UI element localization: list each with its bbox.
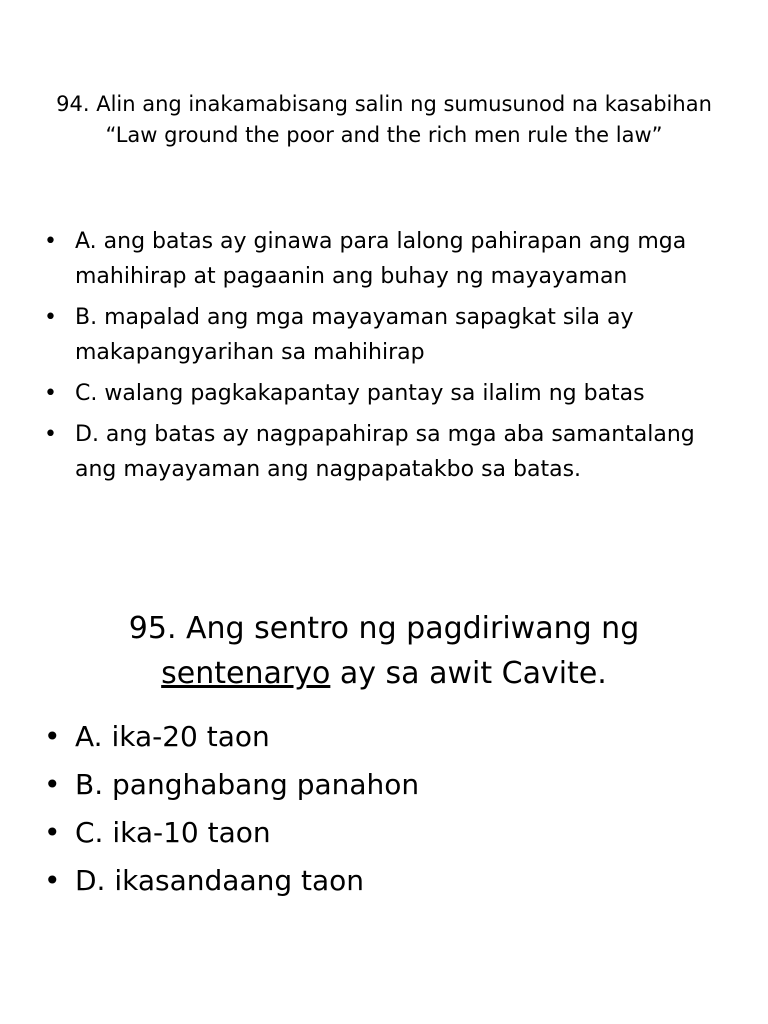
choice-text: C. ika-10 taon <box>75 816 271 849</box>
bullet-icon: • <box>44 864 61 897</box>
question-95-title-line-1: 95. Ang sentro ng pagdiriwang ng <box>128 611 640 646</box>
question-94-choice-c <box>0 376 740 411</box>
question-94-title-line-1: 94. Alin ang inakamabisang salin ng sumusunod na kasabihan <box>56 92 712 116</box>
choice-text: D. ang batas ay nagpapahirap sa mga aba samantalang ang mayayaman ang nagpapatakbo sa batas. <box>75 422 695 482</box>
question-95-choice-c <box>0 811 740 855</box>
question-95-title-line-2 <box>30 651 738 696</box>
question-95-choice-d <box>0 859 740 903</box>
bullet-icon: • <box>44 816 61 849</box>
choice-text: A. ang batas ay ginawa para lalong pahirapan ang mga mahihirap at pagaanin ang buhay ng mayayaman <box>75 229 687 289</box>
question-94-title-line-2: “Law ground the poor and the rich men rule the law” <box>105 123 663 147</box>
bullet-icon: • <box>44 381 57 406</box>
bullet-icon: • <box>44 305 57 330</box>
choice-text: B. panghabang panahon <box>75 768 420 801</box>
choice-text: B. mapalad ang mga mayayaman sapagkat sila ay makapangyarihan sa mahihirap <box>75 305 634 365</box>
question-94-choice-b <box>0 300 740 370</box>
underlined-term: sentenaryo <box>161 656 331 691</box>
bullet-icon: • <box>44 229 57 254</box>
title-rest: ay sa awit Cavite. <box>330 656 607 691</box>
question-94-title <box>30 89 738 151</box>
choice-text: C. walang pagkakapantay pantay sa ilalim ng batas <box>75 381 645 406</box>
question-95-choice-a <box>0 715 740 759</box>
question-94-choices <box>0 224 740 493</box>
bullet-icon: • <box>44 768 61 801</box>
question-95-choices <box>0 715 740 907</box>
choice-text: D. ikasandaang taon <box>75 864 365 897</box>
question-95-title <box>30 606 738 696</box>
question-95-choice-b <box>0 763 740 807</box>
bullet-icon: • <box>44 720 61 753</box>
choice-text: A. ika-20 taon <box>75 720 270 753</box>
question-94-choice-d <box>0 417 740 487</box>
question-94-choice-a <box>0 224 740 294</box>
bullet-icon: • <box>44 422 57 447</box>
